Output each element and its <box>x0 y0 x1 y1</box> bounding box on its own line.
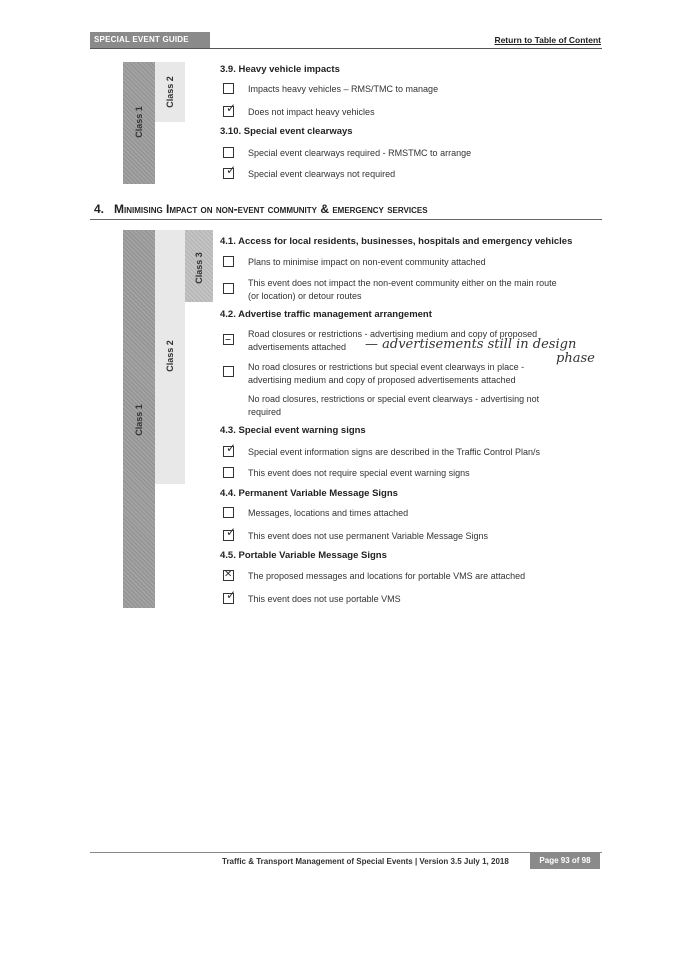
cross-mark-icon: ✕ <box>224 569 233 580</box>
option-clearways-advertising-line2: advertising medium and copy of proposed advertisements attached <box>248 375 516 385</box>
option-no-portable-vms: This event does not use portable VMS <box>248 594 401 604</box>
option-no-advertising-line1: No road closures, restrictions or special event clearways - advertising not <box>248 394 540 404</box>
section-rule <box>90 219 602 220</box>
option-road-closures-line2: advertisements attached <box>248 342 347 352</box>
heading-3-10: 3.10. Special event clearways <box>220 126 353 137</box>
guide-tag: SPECIAL EVENT GUIDE <box>90 32 210 48</box>
page-number-badge: Page 93 of 98 <box>530 852 600 869</box>
check-icon: ✓ <box>226 588 237 602</box>
handwritten-note-phase: phase <box>556 351 595 366</box>
heading-4-4: 4.4. Permanent Variable Message Signs <box>220 488 398 499</box>
return-to-toc-link[interactable]: Return to Table of Content <box>494 35 601 45</box>
section-4-text: Minimising Impact on non-event community & emergency services <box>114 202 428 216</box>
checkbox-plans-minimise-impact[interactable] <box>223 256 234 267</box>
class3-label-bottom: Class 3 <box>194 252 204 284</box>
class2-label-top: Class 2 <box>165 76 175 108</box>
checkbox-clearways-advertising[interactable] <box>223 366 234 377</box>
option-clearways-required: Special event clearways required - RMSTMC to arrange <box>248 148 472 158</box>
checkbox-clearways-required[interactable] <box>223 147 234 158</box>
section-4-title <box>94 202 428 216</box>
heading-4-2: 4.2. Advertise traffic management arrangement <box>220 309 432 320</box>
footer-rule <box>90 852 602 853</box>
heading-4-3: 4.3. Special event warning signs <box>220 425 366 436</box>
checkbox-impacts-heavy-vehicles[interactable] <box>223 83 234 94</box>
heading-4-5: 4.5. Portable Variable Message Signs <box>220 550 387 561</box>
header-rule <box>90 48 602 49</box>
option-info-signs-in-tcp: Special event information signs are described in the Traffic Control Plan/s <box>248 447 540 457</box>
option-no-impact-community-line2: (or location) or detour routes <box>248 291 362 301</box>
heading-4-1: 4.1. Access for local residents, businesses, hospitals and emergency vehicles <box>220 236 573 247</box>
footer-text: Traffic & Transport Management of Special Events | Version 3.5 July 1, 2018 <box>222 857 509 866</box>
check-icon: ✓ <box>226 441 237 455</box>
class1-label-top: Class 1 <box>134 106 144 138</box>
option-no-impact-community-line1: This event does not impact the non-event community either on the main route <box>248 278 557 288</box>
option-messages-attached: Messages, locations and times attached <box>248 508 409 518</box>
checkbox-no-impact-community[interactable] <box>223 283 234 294</box>
option-clearways-not-required: Special event clearways not required <box>248 169 396 179</box>
option-no-advertising-line2: required <box>248 407 282 417</box>
handwritten-note: — advertisements still in design <box>365 337 577 352</box>
option-no-permanent-vms: This event does not use permanent Variable Message Signs <box>248 531 488 541</box>
option-clearways-advertising-line1: No road closures or restrictions but special event clearways in place - <box>248 362 525 372</box>
class2-label-bottom: Class 2 <box>165 340 175 372</box>
check-icon: ✓ <box>226 525 237 539</box>
check-icon: ✓ <box>226 101 237 115</box>
option-portable-vms-attached: The proposed messages and locations for portable VMS are attached <box>248 571 526 581</box>
checkbox-no-warning-signs[interactable] <box>223 467 234 478</box>
option-no-warning-signs: This event does not require special event warning signs <box>248 468 470 478</box>
dash-mark-icon: – <box>225 332 231 346</box>
heading-3-9: 3.9. Heavy vehicle impacts <box>220 64 340 75</box>
checkbox-messages-attached[interactable] <box>223 507 234 518</box>
option-no-impact-heavy-vehicles: Does not impact heavy vehicles <box>248 107 375 117</box>
check-icon: ✓ <box>226 163 237 177</box>
option-impacts-heavy-vehicles: Impacts heavy vehicles – RMS/TMC to manage <box>248 84 439 94</box>
section-4-number: 4. <box>94 202 105 216</box>
option-road-closures-line1: Road closures or restrictions - advertising medium and copy of proposed <box>248 329 538 339</box>
option-plans-minimise-impact: Plans to minimise impact on non-event community attached <box>248 257 486 267</box>
class1-label-bottom: Class 1 <box>134 404 144 436</box>
